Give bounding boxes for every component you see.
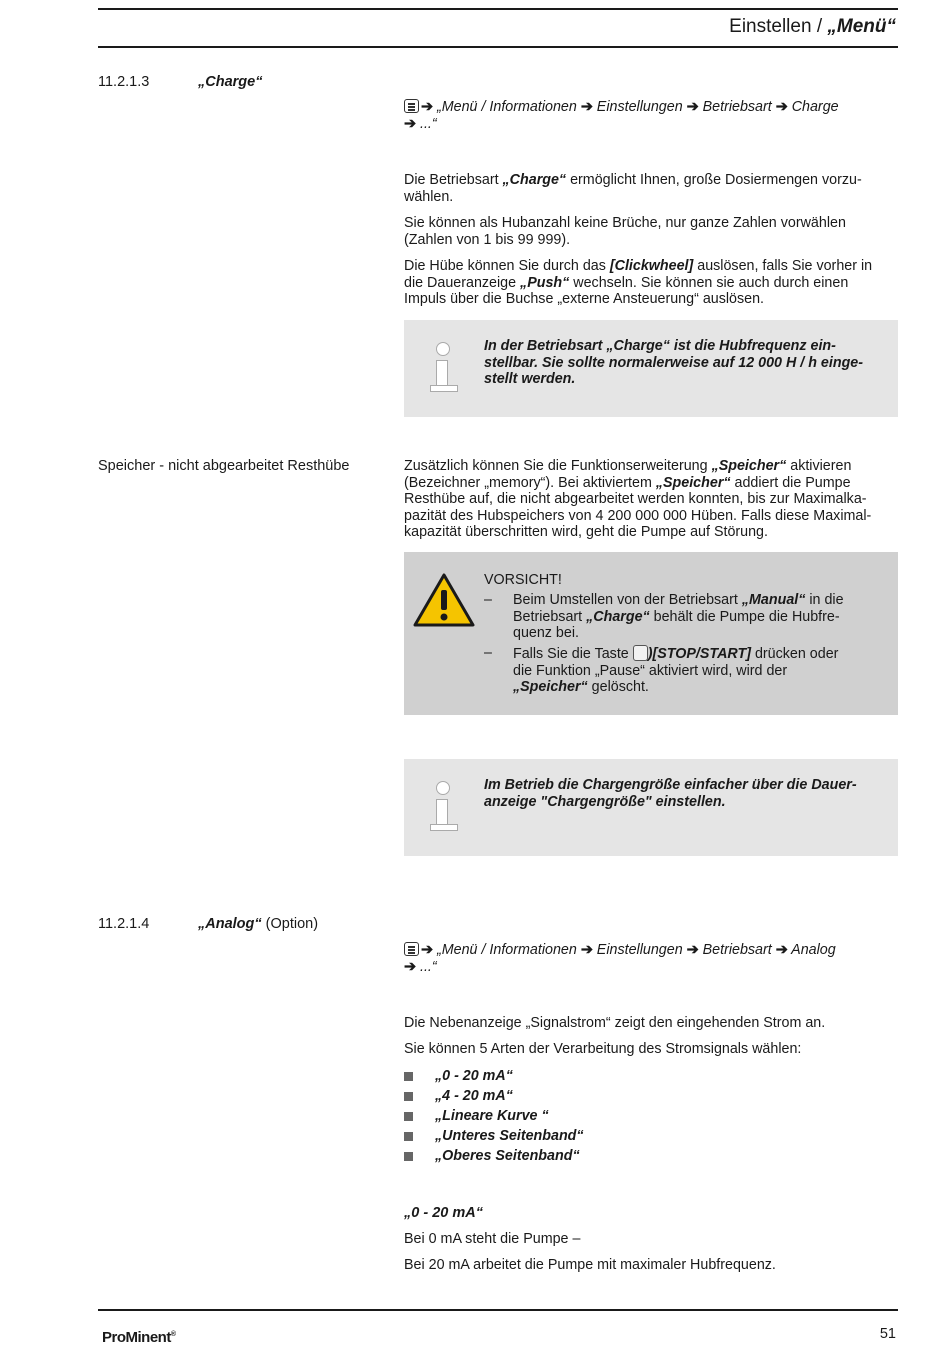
text-emphasis: „Speicher“: [513, 679, 588, 695]
warning-box: [404, 552, 898, 715]
header-top-rule: [98, 8, 898, 10]
menu-path-part: „Menü / Informationen: [436, 942, 577, 958]
menu-path-part: Einstellungen: [596, 942, 683, 958]
menu-path-part: Charge: [791, 99, 839, 115]
info-icon: [428, 777, 462, 833]
sub-paragraph-2: Bei 20 mA arbeitet die Pumpe mit maximaler Hubfrequenz.: [404, 1257, 776, 1273]
section-title-emphasis: „Analog“: [198, 916, 262, 932]
header-title-prefix: Einstellen /: [729, 16, 828, 37]
text: (Zahlen von 1 bis 99 999).: [404, 231, 571, 248]
logo-part: Minent: [125, 1329, 171, 1346]
info-text: [484, 338, 874, 388]
sub-heading: „0 - 20 mA“: [404, 1205, 483, 1221]
text: anzeige "Chargengröße" einstellen.: [484, 793, 726, 810]
list-item-label: „Unteres Seitenband“: [435, 1128, 584, 1144]
list-item-label: „4 - 20 mA“: [435, 1088, 513, 1104]
text-emphasis: „Push“: [520, 274, 570, 291]
text: Sie können als Hubanzahl keine Brüche, nur ganze Zahlen vorwählen: [404, 215, 846, 231]
text: stellbar. Sie sollte normalerweise auf 12 000 H / h einge-: [484, 354, 864, 371]
arrow-icon: ➔: [580, 942, 593, 958]
text-emphasis: [Clickwheel]: [609, 258, 694, 274]
menu-icon: [404, 99, 419, 113]
prominent-logo: [102, 1327, 176, 1347]
text: behält die Pumpe die Hubfre-: [649, 608, 840, 625]
bullet-square-icon: [404, 1152, 413, 1161]
menu-path: [404, 942, 894, 975]
analog-paragraph-2: Sie können 5 Arten der Verarbeitung des Stromsignals wählen:: [404, 1041, 802, 1057]
info-box: [404, 320, 898, 417]
bullet-square-icon: [404, 1112, 413, 1121]
text: Resthübe auf, die nicht abgearbeitet werden konnten, bis zur Maximalka-: [404, 491, 867, 507]
text-emphasis: „Speicher“: [711, 458, 787, 474]
info-icon: [428, 338, 462, 394]
warning-title: VORSICHT!: [484, 572, 562, 588]
warning-item: [484, 645, 884, 697]
logo-part: Pro: [102, 1329, 126, 1346]
text: stellt werden.: [484, 371, 576, 387]
text: auslösen, falls Sie vorher in: [693, 258, 873, 274]
text-emphasis: „Manual“: [741, 592, 806, 608]
header-title-emphasis: „Menü“: [827, 16, 896, 37]
text: Zusätzlich können Sie die Funktionserweiterung: [404, 458, 712, 474]
arrow-icon: ➔: [421, 99, 433, 115]
warning-item-text: [513, 592, 883, 642]
info-box: [404, 759, 898, 856]
text-emphasis: )[STOP/START]: [647, 646, 751, 662]
section-number: 11.2.1.4: [98, 916, 150, 932]
text: pazität des Hubspeichers von 4 200 000 000 Hüben. Falls diese Maximal-: [404, 507, 872, 524]
arrow-icon: ➔: [404, 958, 416, 975]
warning-icon: [412, 572, 476, 628]
list-item-label: „Oberes Seitenband“: [435, 1148, 580, 1164]
text: drücken oder: [751, 646, 839, 662]
text: Betriebsart: [513, 608, 587, 625]
charge-paragraph-2: [404, 215, 894, 248]
menu-path-part: Betriebsart: [702, 99, 772, 115]
header-bottom-rule: [98, 46, 898, 48]
arrow-icon: ➔: [686, 99, 699, 115]
warning-item-text: [513, 645, 883, 696]
footer-rule: [98, 1309, 898, 1311]
arrow-icon: ➔: [580, 99, 593, 115]
text-emphasis: „Speicher“: [655, 474, 731, 491]
text: In der Betriebsart „Charge“ ist die Hubfrequenz ein-: [484, 338, 836, 354]
text: ermöglicht Ihnen, große Dosiermengen vorzu-: [566, 172, 862, 188]
page-header-title: [729, 16, 896, 38]
text: wählen.: [404, 188, 454, 205]
list-item-label: „0 - 20 mA“: [435, 1068, 513, 1084]
text: Die Hübe können Sie durch das: [404, 258, 610, 274]
text: gelöscht.: [587, 679, 649, 695]
dash: –: [484, 645, 492, 661]
text: die Daueranzeige: [404, 274, 521, 291]
arrow-icon: ➔: [775, 99, 788, 115]
text: aktivieren: [786, 458, 852, 474]
charge-paragraph-3: [404, 258, 894, 308]
text: (Bezeichner „memory“). Bei aktiviertem: [404, 474, 656, 491]
menu-path-part: ...“: [419, 958, 437, 975]
menu-path-part: ...“: [419, 115, 437, 132]
logo-registered-mark: ®: [170, 1331, 176, 1338]
analog-paragraph-1: Die Nebenanzeige „Signalstrom“ zeigt den eingehenden Strom an.: [404, 1015, 826, 1031]
text: Impuls über die Buchse „externe Ansteuerung“ auslösen.: [404, 291, 765, 307]
text: Die Betriebsart: [404, 172, 503, 188]
info-text: [484, 777, 874, 810]
sub-paragraph-1: Bei 0 mA steht die Pumpe –: [404, 1231, 581, 1247]
bullet-square-icon: [404, 1072, 413, 1081]
text: wechseln. Sie können sie auch durch einen: [569, 274, 849, 291]
arrow-icon: ➔: [404, 115, 416, 132]
text: Im Betrieb die Chargengröße einfacher über die Dauer-: [484, 777, 857, 793]
menu-path-part: Analog: [791, 942, 836, 958]
text: kapazität überschritten wird, geht die Pumpe auf Störung.: [404, 524, 768, 540]
bullet-square-icon: [404, 1132, 413, 1141]
arrow-icon: ➔: [421, 942, 433, 958]
section-title-suffix: (Option): [261, 916, 319, 932]
menu-path-part: Einstellungen: [596, 99, 683, 115]
page-number: 51: [879, 1326, 896, 1342]
list-item-label: „Lineare Kurve “: [435, 1108, 549, 1124]
warning-item: [484, 592, 884, 644]
text: quenz bei.: [513, 625, 579, 641]
arrow-icon: ➔: [686, 942, 699, 958]
text: addiert die Pumpe: [730, 474, 851, 491]
menu-icon: [404, 942, 419, 956]
text-emphasis: „Charge“: [586, 608, 650, 625]
arrow-icon: ➔: [775, 942, 788, 958]
dash: –: [484, 592, 492, 608]
charge-paragraph-1: [404, 172, 894, 205]
menu-path: [404, 99, 894, 132]
text: Falls Sie die Taste: [513, 646, 633, 662]
side-label: Speicher - nicht abgearbeitet Resthübe: [98, 458, 350, 474]
menu-path-part: „Menü / Informationen: [436, 99, 577, 115]
stop-start-key-icon: [633, 645, 648, 661]
section-number: 11.2.1.3: [98, 74, 150, 90]
text: die Funktion „Pause“ aktiviert wird, wird der: [513, 662, 788, 679]
text-emphasis: „Charge“: [502, 172, 567, 188]
menu-path-part: Betriebsart: [702, 942, 772, 958]
bullet-square-icon: [404, 1092, 413, 1101]
section-title: „Charge“: [198, 74, 263, 90]
text: in die: [805, 592, 844, 608]
section-title: [198, 916, 318, 933]
speicher-paragraph: [404, 458, 894, 541]
text: Beim Umstellen von der Betriebsart: [513, 592, 742, 608]
